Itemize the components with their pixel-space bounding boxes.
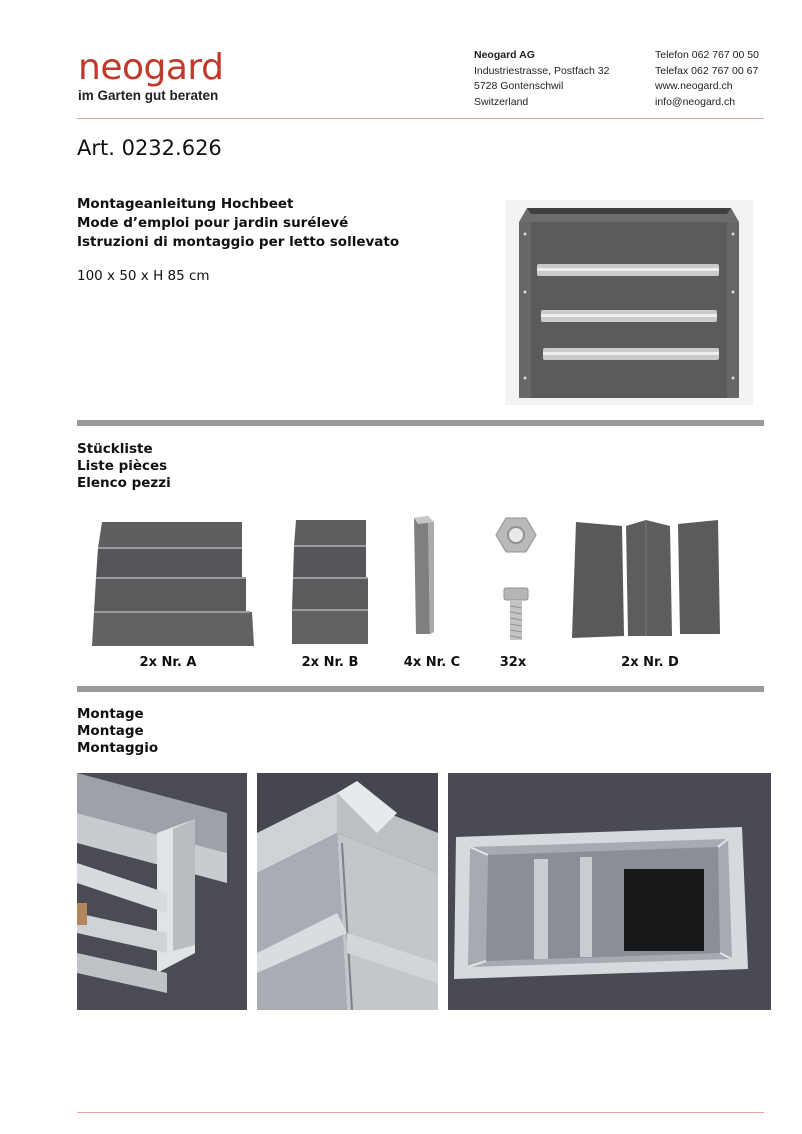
- parts-heading-french: Liste pièces: [77, 458, 168, 474]
- title-italian: Istruzioni di montaggio per letto sollevato: [77, 234, 400, 250]
- instruction-titles: [77, 195, 399, 252]
- nut-image: [494, 516, 538, 554]
- contact-email: info@neogard.ch: [655, 95, 736, 108]
- company-logo: [78, 47, 238, 103]
- part-d-label: 2x Nr. D: [621, 655, 679, 670]
- parts-heading: [77, 441, 171, 492]
- article-number: Art. 0232.626: [77, 136, 222, 160]
- section-divider-parts: [77, 420, 764, 426]
- assembly-heading-german: Montage: [77, 706, 144, 722]
- hardware-label: 32x: [499, 655, 527, 670]
- part-b-image: [290, 518, 370, 646]
- product-image-raised-bed: [505, 200, 753, 405]
- section-divider-assembly: [77, 686, 764, 692]
- company-name: Neogard AG: [474, 49, 535, 61]
- assembly-photo-2: [257, 773, 438, 1010]
- logo-wordmark: neogard: [78, 47, 224, 88]
- assembly-photo-3: [448, 773, 771, 1010]
- header-divider: [77, 118, 764, 119]
- address-country: Switzerland: [474, 95, 529, 108]
- product-dimensions: 100 x 50 x H 85 cm: [77, 268, 210, 284]
- contact-fax: Telefax 062 767 00 67: [655, 64, 759, 77]
- company-contact: [655, 48, 759, 110]
- logo-tagline: im Garten gut beraten: [78, 88, 219, 103]
- contact-phone: Telefon 062 767 00 50: [655, 49, 759, 61]
- address-street: Industriestrasse, Postfach 32: [474, 64, 610, 77]
- part-a-label: 2x Nr. A: [139, 655, 197, 670]
- part-c-image: [408, 514, 436, 636]
- part-c-label: 4x Nr. C: [403, 655, 461, 670]
- assembly-heading-italian: Montaggio: [77, 740, 159, 756]
- part-a-image: [90, 518, 256, 648]
- company-address: [474, 48, 609, 110]
- assembly-heading: [77, 706, 158, 757]
- parts-heading-german: Stückliste: [77, 441, 153, 457]
- bolt-image: [502, 586, 530, 642]
- footer-divider: [77, 1112, 764, 1113]
- contact-web: www.neogard.ch: [655, 80, 733, 92]
- part-d-image: [570, 516, 724, 640]
- title-german: Montageanleitung Hochbeet: [77, 196, 294, 212]
- parts-heading-italian: Elenco pezzi: [77, 475, 171, 491]
- title-french: Mode d’emploi pour jardin surélevé: [77, 215, 349, 231]
- assembly-heading-french: Montage: [77, 723, 144, 739]
- assembly-photo-1: [77, 773, 247, 1010]
- part-b-label: 2x Nr. B: [301, 655, 359, 670]
- address-city: 5728 Gontenschwil: [474, 80, 564, 92]
